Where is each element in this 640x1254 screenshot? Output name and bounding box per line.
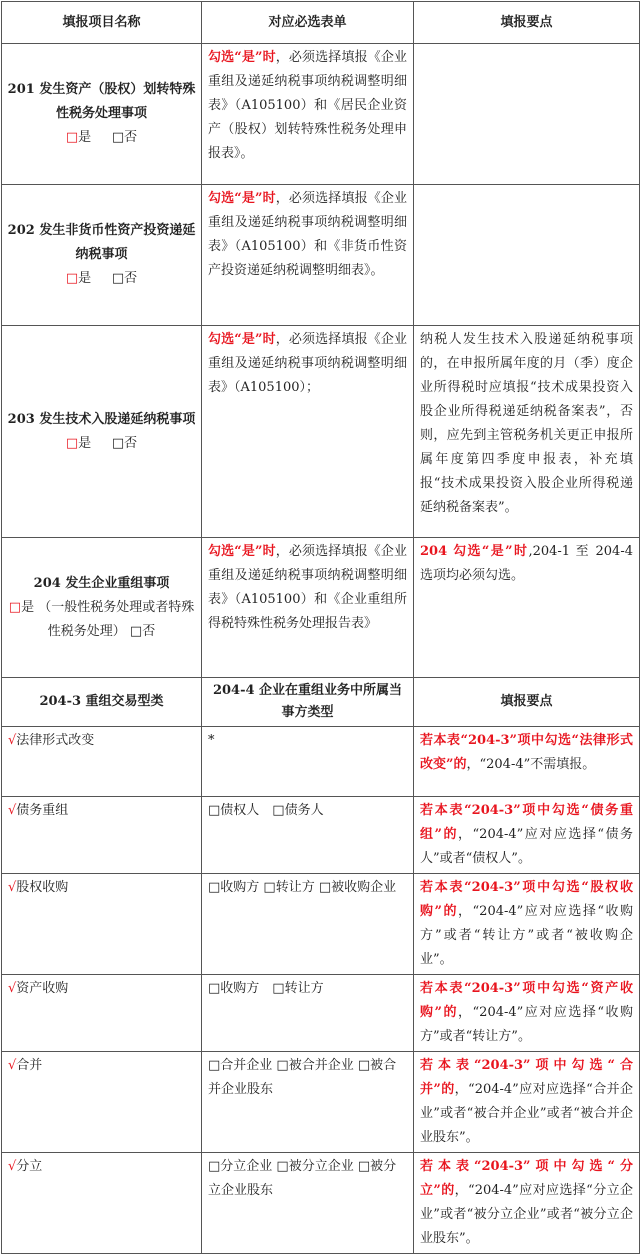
sub-header-party: 204-4 企业在重组业务中所属当事方类型 [202,678,414,727]
checkbox-icon[interactable]: □ [65,130,79,145]
header-key-points: 填报要点 [414,2,640,44]
key-points-condition: 若本表“204-3”项中勾选“合并”的 [420,1058,633,1097]
option-no-label: 否 [142,623,156,639]
option-no-label: 否 [124,435,138,451]
checkbox-icon[interactable]: □ [8,599,22,615]
item-name: 202 发生非货币性资产投资递延纳税事项 [7,223,196,262]
item-name-cell [2,185,202,326]
check-icon[interactable]: √ [8,803,17,818]
table-row [2,727,640,797]
table-row [2,185,640,326]
option-no-label: 否 [124,130,138,145]
table-row [2,538,640,678]
item-name-cell [2,44,202,185]
key-points-condition: 若本表“204-3”项中勾选“法律形式改变”的 [420,733,633,772]
option-yes-suffix: （一般性税务处理或者特殊性税务处理） [38,599,195,639]
key-points-condition: 若本表“204-3”项中勾选“股权收购”的 [420,880,633,919]
form-text: ，必须选择填报《企业重组及递延纳税事项纳税调整明细表》（A105100）和《居民企业资产（股权）划转特殊性税务处理申报表》。 [208,50,407,161]
restructure-type-cell [2,975,202,1052]
key-points-text: ，“204-4”应对应选择“债务人”或者“债权人”。 [420,827,634,866]
restructure-type-label: 资产收购 [16,981,69,996]
party-type-options[interactable]: □收购方 □转让方 [202,975,414,1052]
party-type-options[interactable]: □合并企业 □被合并企业 □被合并企业股东 [202,1052,414,1153]
checkbox-icon[interactable]: □ [111,435,125,451]
key-points-condition: 若本表“204-3”项中勾选“分立”的 [420,1159,633,1198]
check-icon[interactable]: √ [8,880,17,895]
table-row [2,1052,640,1153]
key-points-cell [414,727,640,797]
option-yes-label: 是 [78,271,92,286]
form-condition: 勾选“是”时 [208,50,276,65]
checkbox-icon[interactable]: □ [111,130,125,145]
checkbox-icon[interactable]: □ [65,271,79,286]
item-name: 201 发生资产（股权）划转特殊性税务处理事项 [7,82,196,121]
key-points-text: ，“204-4”应对应选择“收购方”或者“转让方”或者“被收购企业”。 [420,904,634,967]
required-forms-cell [202,538,414,678]
required-forms-cell [202,44,414,185]
key-points-condition: 204 勾选“是”时 [420,544,529,559]
key-points-text: ，“204-4”应对应选择“合并企业”或者“被合并企业”或者“被合并企业股东”。 [420,1082,633,1145]
option-yes-label: 是 [78,435,92,451]
key-points-condition: 若本表“204-3”项中勾选“债务重组”的 [420,803,633,842]
option-yes-label: 是 [21,599,35,615]
restructure-type-label: 股权收购 [16,880,69,895]
key-points-cell [414,1153,640,1254]
check-icon[interactable]: √ [8,733,17,748]
key-points-cell [414,44,640,185]
key-points-text: ，“204-4”不需填报。 [466,757,596,772]
key-points-cell [414,326,640,538]
header-item-name: 填报项目名称 [2,2,202,44]
party-type-options[interactable]: □收购方 □转让方 □被收购企业 [202,874,414,975]
restructure-type-cell [2,874,202,975]
restructure-type-label: 债务重组 [16,803,69,818]
tax-filing-table [1,1,640,1254]
sub-header-key-points: 填报要点 [414,678,640,727]
check-icon[interactable]: √ [8,1159,17,1174]
checkbox-icon[interactable]: □ [129,623,143,639]
form-text: ，必须选择填报《企业重组及递延纳税事项纳税调整明细表》（A105100）； [208,332,407,395]
restructure-type-cell [2,1052,202,1153]
table-row [2,326,640,538]
party-type-options: * [202,727,414,797]
restructure-type-label: 分立 [16,1159,43,1174]
key-points-text: 纳税人发生技术入股递延纳税事项的，在申报所属年度的月（季）度企业所得税时应填报“技术成果投资入股企业所得税递延纳税备案表”，否则，应先到主管税务机关更正申报所属年度第四季度申报表，补充填报“技术成果投资入股企业所得税递延纳税备案表”。 [420,332,633,515]
header-required-forms: 对应必选表单 [202,2,414,44]
key-points-text: ，“204-4”应对应选择“收购方”或者“转让方”。 [420,1005,634,1044]
item-name-cell [2,538,202,678]
table-row [2,975,640,1052]
option-yes-label: 是 [78,130,92,145]
option-no-label: 否 [124,271,138,286]
table-row [2,797,640,874]
table-row [2,874,640,975]
key-points-text: ，“204-4”应对应选择“分立企业”或者“被分立企业”或者“被分立企业股东”。 [420,1183,633,1246]
required-forms-cell [202,326,414,538]
checkbox-icon[interactable]: □ [111,271,125,286]
item-name: 204 发生企业重组事项 [33,575,170,591]
party-type-options[interactable]: □分立企业 □被分立企业 □被分立企业股东 [202,1153,414,1254]
table-row [2,1153,640,1254]
key-points-cell [414,975,640,1052]
key-points-cell [414,185,640,326]
sub-header-row [2,678,640,727]
checkbox-icon[interactable]: □ [65,435,79,451]
restructure-type-cell [2,727,202,797]
key-points-cell [414,1052,640,1153]
form-condition: 勾选“是”时 [208,191,276,206]
form-condition: 勾选“是”时 [208,332,276,347]
sub-header-type: 204-3 重组交易型类 [2,678,202,727]
key-points-text: ,204-1 至 204-4 选项均必须勾选。 [420,544,633,583]
form-text: ，必须选择填报《企业重组及递延纳税事项纳税调整明细表》（A105100）和《非货币性资产投资递延纳税调整明细表》。 [208,191,407,278]
item-name-cell [2,326,202,538]
key-points-cell [414,797,640,874]
restructure-type-label: 合并 [16,1058,43,1073]
key-points-cell [414,538,640,678]
restructure-type-cell [2,1153,202,1254]
key-points-condition: 若本表“204-3”项中勾选“资产收购”的 [420,981,633,1020]
table-row [2,44,640,185]
form-text: ，必须选择填报《企业重组及递延纳税事项纳税调整明细表》（A105100）和《企业重组所得税特殊性税务处理报告表》 [208,544,407,631]
required-forms-cell [202,185,414,326]
party-type-options[interactable]: □债权人 □债务人 [202,797,414,874]
check-icon[interactable]: √ [8,1058,17,1073]
restructure-type-label: 法律形式改变 [16,733,95,748]
table-header-row [2,2,640,44]
form-condition: 勾选“是”时 [208,544,276,559]
key-points-cell [414,874,640,975]
item-name: 203 发生技术入股递延纳税事项 [7,411,196,427]
restructure-type-cell [2,797,202,874]
check-icon[interactable]: √ [8,981,17,996]
